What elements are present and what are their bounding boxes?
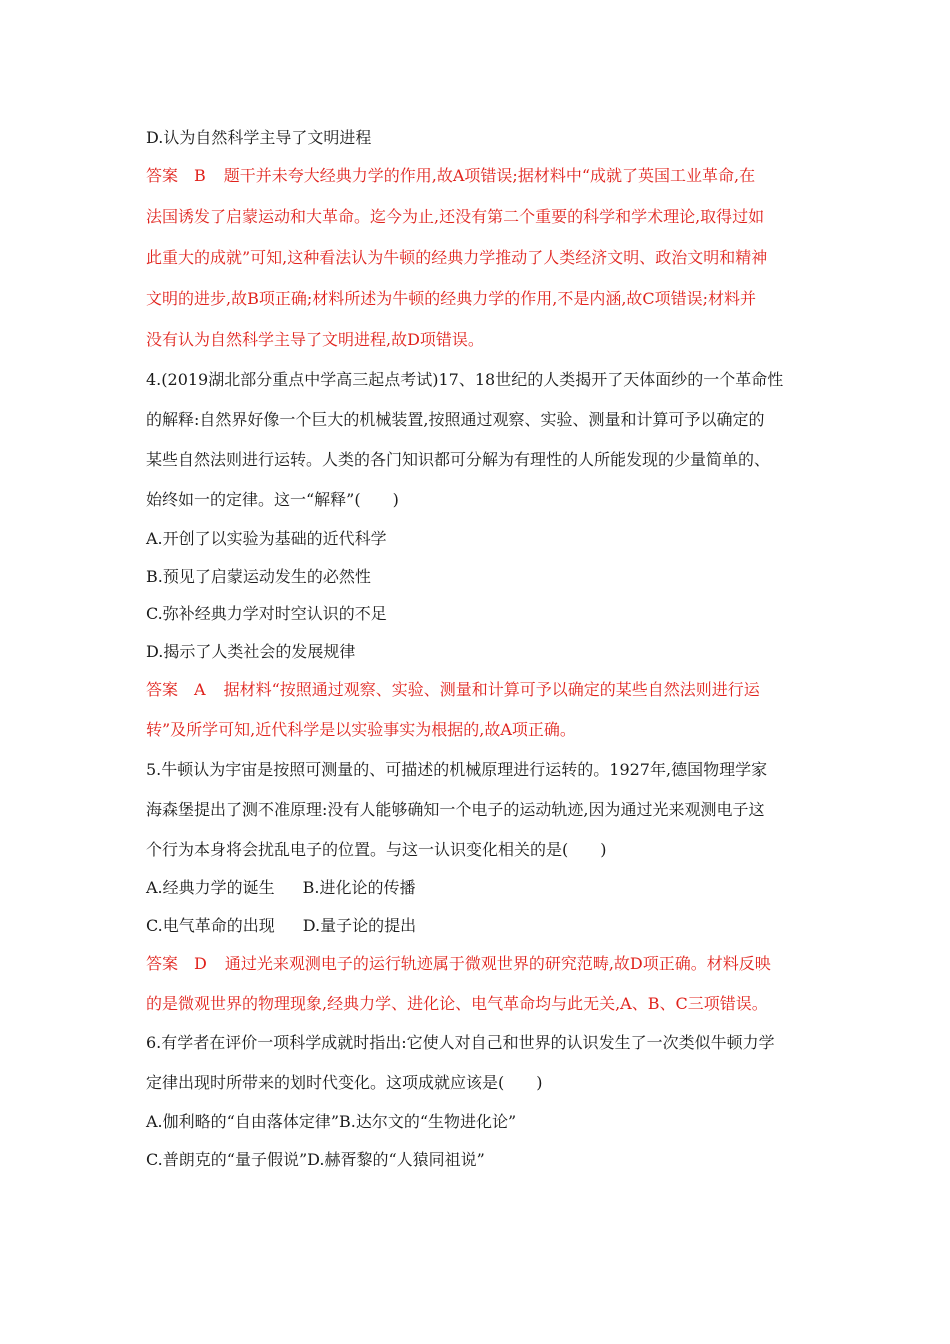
q5-stem-1: 5.牛顿认为宇宙是按照可测量的、可描述的机械原理进行运转的。1927年,德国物理学家 xyxy=(146,760,768,779)
q4-option-a: A.开创了以实验为基础的近代科学 xyxy=(146,529,387,548)
q5-option-d: D.量子论的提出 xyxy=(302,916,417,935)
q5-stem-3: 个行为本身将会扰乱电子的位置。与这一认识变化相关的是( ) xyxy=(146,840,607,859)
answer5-line-1 xyxy=(146,954,771,974)
answer3-key: B xyxy=(194,166,206,185)
q4-option-b: B.预见了启蒙运动发生的必然性 xyxy=(146,567,371,586)
answer5-label: 答案 xyxy=(146,954,179,973)
answer3-line-2: 法国诱发了启蒙运动和大革命。迄今为止,还没有第二个重要的科学和学术理论,取得过如 xyxy=(146,207,765,226)
q3-option-d: D.认为自然科学主导了文明进程 xyxy=(146,128,372,147)
q4-option-d: D.揭示了人类社会的发展规律 xyxy=(146,642,356,661)
answer4-key: A xyxy=(194,680,206,699)
q5-options-row-2 xyxy=(146,916,416,936)
q4-stem-4: 始终如一的定律。这一“解释”( ) xyxy=(146,490,399,509)
q5-option-a: A.经典力学的诞生 xyxy=(146,878,275,897)
q4-option-c: C.弥补经典力学对时空认识的不足 xyxy=(146,604,387,623)
answer4-label: 答案 xyxy=(146,680,179,699)
answer4-line-2: 转”及所学可知,近代科学是以实验事实为根据的,故A项正确。 xyxy=(146,720,576,739)
answer5-text-1: 通过光来观测电子的运行轨迹属于微观世界的研究范畴,故D项正确。材料反映 xyxy=(224,954,771,973)
answer3-line-4: 文明的进步,故B项正确;材料所述为牛顿的经典力学的作用,不是内涵,故C项错误;材料并 xyxy=(146,289,757,308)
q6-options-row-2: C.普朗克的“量子假说”D.赫胥黎的“人猿同祖说” xyxy=(146,1150,485,1169)
answer3-line-5: 没有认为自然科学主导了文明进程,故D项错误。 xyxy=(146,330,484,349)
q4-stem-3: 某些自然法则进行运转。人类的各门知识都可分解为有理性的人所能发现的少量简单的、 xyxy=(146,450,771,469)
answer3-line-1 xyxy=(146,166,755,186)
q6-options-row-1: A.伽利略的“自由落体定律”B.达尔文的“生物进化论” xyxy=(146,1112,517,1131)
q5-option-c: C.电气革命的出现 xyxy=(146,916,275,935)
q4-stem-2: 的解释:自然界好像一个巨大的机械装置,按照通过观察、实验、测量和计算可予以确定的 xyxy=(146,410,765,429)
q5-stem-2: 海森堡提出了测不准原理:没有人能够确知一个电子的运动轨迹,因为通过光来观测电子这 xyxy=(146,800,765,819)
answer5-key: D xyxy=(194,954,207,973)
answer5-line-2: 的是微观世界的物理现象,经典力学、进化论、电气革命均与此无关,A、B、C三项错误。 xyxy=(146,994,768,1013)
q4-stem-1: 4.(2019湖北部分重点中学高三起点考试)17、18世纪的人类揭开了天体面纱的一个革命性 xyxy=(146,370,784,389)
q6-stem-1: 6.有学者在评价一项科学成就时指出:它使人对自己和世界的认识发生了一次类似牛顿力学 xyxy=(146,1033,775,1052)
answer3-line-3: 此重大的成就”可知,这种看法认为牛顿的经典力学推动了人类经济文明、政治文明和精神 xyxy=(146,248,768,267)
answer4-text-1: 据材料“按照通过观察、实验、测量和计算可予以确定的某些自然法则进行运 xyxy=(223,680,760,699)
q6-stem-2: 定律出现时所带来的划时代变化。这项成就应该是( ) xyxy=(146,1073,543,1092)
q5-options-row-1 xyxy=(146,878,416,898)
answer3-text-1: 题干并未夸大经典力学的作用,故A项错误;据材料中“成就了英国工业革命,在 xyxy=(223,166,756,185)
answer3-label: 答案 xyxy=(146,166,179,185)
answer4-line-1 xyxy=(146,680,760,700)
q5-option-b: B.进化论的传播 xyxy=(302,878,416,897)
